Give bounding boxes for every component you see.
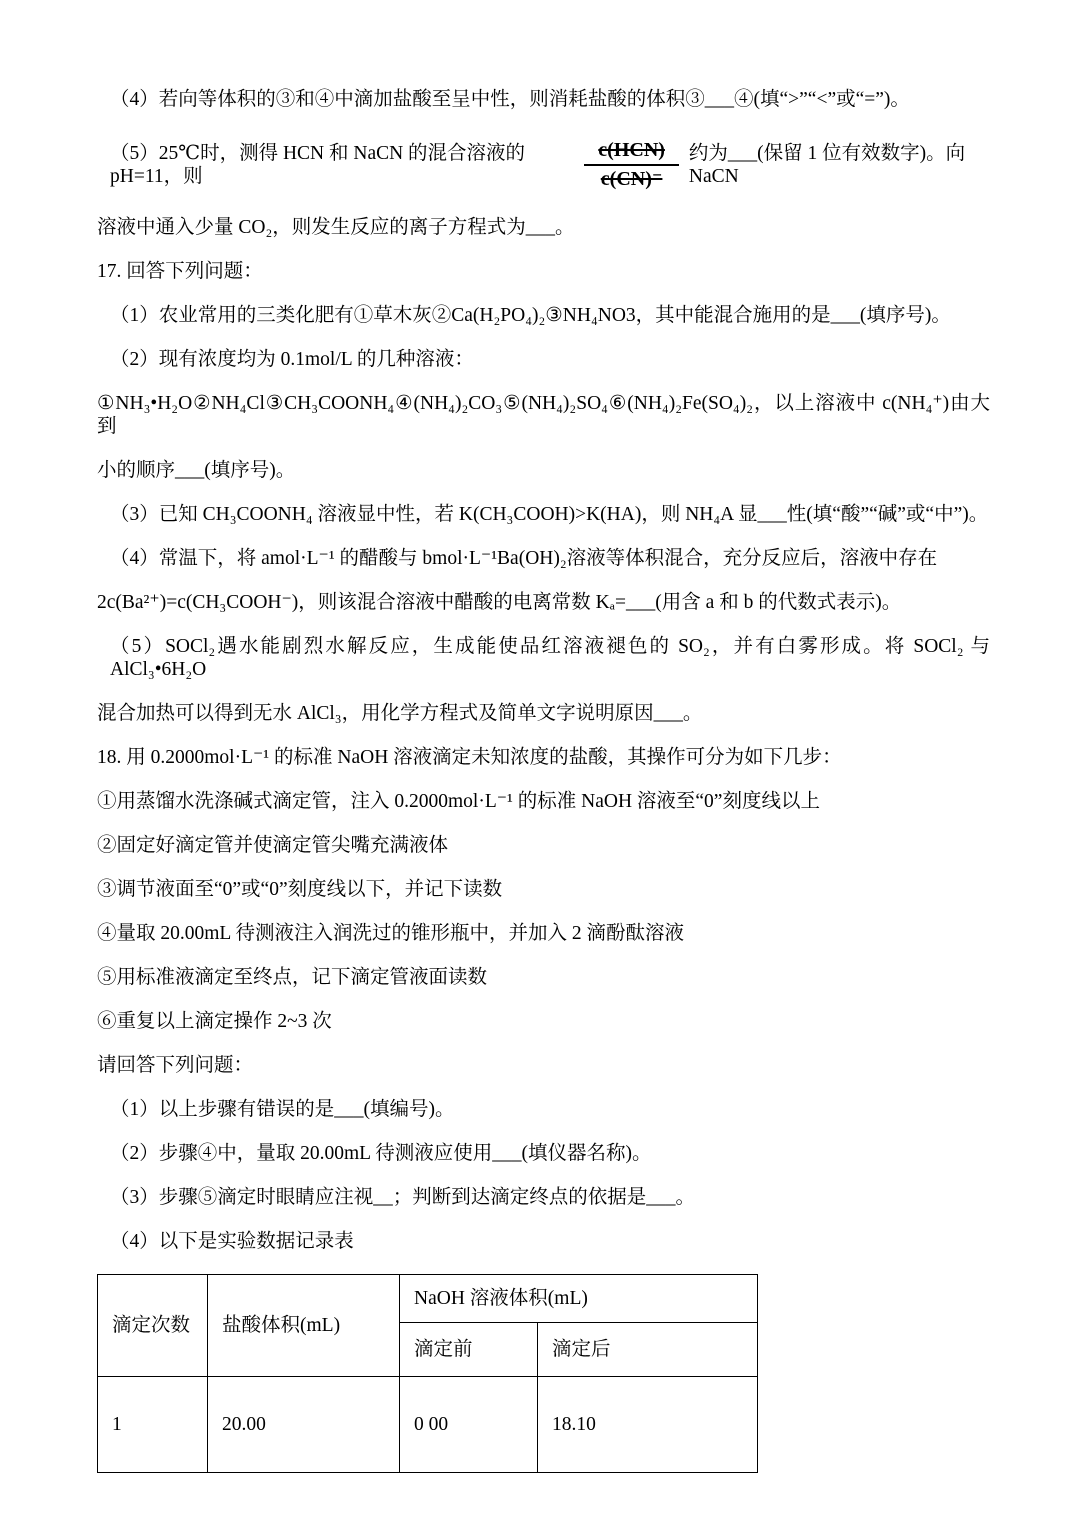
table-cell-after-reading: 18.10 [538,1377,758,1473]
table-cell-hcl-volume: 20.00 [208,1377,400,1473]
question-18-step-1: ①用蒸馏水洗涤碱式滴定管，注入 0.2000mol·L⁻¹ 的标准 NaOH 溶液至“0”刻度线以上 [97,791,820,812]
question-18-part2: （2）步骤④中，量取 20.00mL 待测液应使用___(填仪器名称)。 [110,1143,652,1164]
table-row [98,1377,758,1473]
fraction-prefix-text: （5）25℃时，测得 HCN 和 NaCN 的混合溶液的 pH=11，则 [110,143,526,187]
question-18-prompt: 请回答下列问题： [97,1055,254,1076]
table-subheader-before-titration: 滴定前 [400,1323,538,1377]
question-18-step-2: ②固定好滴定管并使滴定管尖嘴充满液体 [97,835,449,856]
question-17-part2: （2）现有浓度均为 0.1mol/L 的几种溶液： [110,349,474,370]
question-17-part5: （5）SOCl₂遇水能剧烈水解反应，生成能使品红溶液褪色的 SO₂，并有白雾形成。将 SOCl₂ 与 AlCl₃•6H₂O [110,636,990,680]
question-18-part1: （1）以上步骤有错误的是___(填编号)。 [110,1099,455,1120]
question-17-part2-continued: 小的顺序___(填序号)。 [97,460,296,481]
question-18-step-3: ③调节液面至“0”或“0”刻度线以下，并记下读数 [97,879,503,900]
fraction-denominator: c(CN)⁻ [600,168,663,190]
question-18-step-5: ⑤用标准液滴定至终点，记下滴定管液面读数 [97,967,488,988]
table-header-hcl-volume: 盐酸体积(mL) [208,1275,400,1377]
table-cell-trial-number: 1 [98,1377,208,1473]
question-17-part4: （4）常温下，将 amol·L⁻¹ 的醋酸与 bmol·L⁻¹Ba(OH)₂溶液等体积混合，充分反应后，溶液中存在 [110,548,938,569]
question-17-part2-solutions-list: ①NH₃•H₂O②NH₄Cl③CH₃COONH₄④(NH₄)₂CO₃⑤(NH₄)₂SO₄⑥(NH₄)₂Fe(SO₄)₂，以上溶液中 c(NH₄⁺)由大到 [97,393,990,437]
question-17-part3: （3）已知 CH₃COONH₄ 溶液显中性，若 K(CH₃COOH)>K(HA)，则 NH₄A 显___性(填“酸”“碱”或“中”)。 [110,504,989,525]
question-18-step-4: ④量取 20.00mL 待测液注入润洗过的锥形瓶中，并加入 2 滴酚酞溶液 [97,923,684,944]
table-cell-before-reading: 0 00 [400,1377,538,1473]
question-18-part3: （3）步骤⑤滴定时眼睛应注视__；判断到达滴定终点的依据是___。 [110,1187,696,1208]
fraction-numerator: c(HCN) [584,139,679,166]
question-17-part5-continued: 混合加热可以得到无水 AlCl₃，用化学方程式及简单文字说明原因___。 [97,703,703,724]
question-18-heading: 18. 用 0.2000mol·L⁻¹ 的标准 NaOH 溶液滴定未知浓度的盐酸，其操作可分为如下几步： [97,747,842,768]
question-18-step-6: ⑥重复以上滴定操作 2~3 次 [97,1011,332,1032]
fraction-expression [584,139,679,191]
question-16-part4: （4）若向等体积的③和④中滴加盐酸至呈中性，则消耗盐酸的体积③___④(填“>”“<”或“=”)。 [110,89,910,110]
question-16-part5-continued: 溶液中通入少量 CO₂，则发生反应的离子方程式为___。 [97,217,575,238]
question-17-heading: 17. 回答下列问题： [97,261,263,282]
table-header-trial-number: 滴定次数 [98,1275,208,1377]
question-17-part4-continued: 2c(Ba²⁺)=c(CH₃COOH⁻)，则该混合溶液中醋酸的电离常数 Kₐ=___(用含 a 和 b 的代数式表示)。 [97,592,902,613]
table-subheader-after-titration: 滴定后 [538,1323,758,1377]
question-16-part5 [97,132,990,198]
table-header-naoh-volume: NaOH 溶液体积(mL) [400,1275,758,1323]
question-17-part1: （1）农业常用的三类化肥有①草木灰②Ca(H₂PO₄)₂③NH₄NO3，其中能混合施用的是___(填序号)。 [110,305,951,326]
titration-data-table [97,1274,758,1473]
fraction-suffix-text: 约为___(保留 1 位有效数字)。向 NaCN [688,143,966,187]
question-18-part4: （4）以下是实验数据记录表 [110,1231,354,1252]
